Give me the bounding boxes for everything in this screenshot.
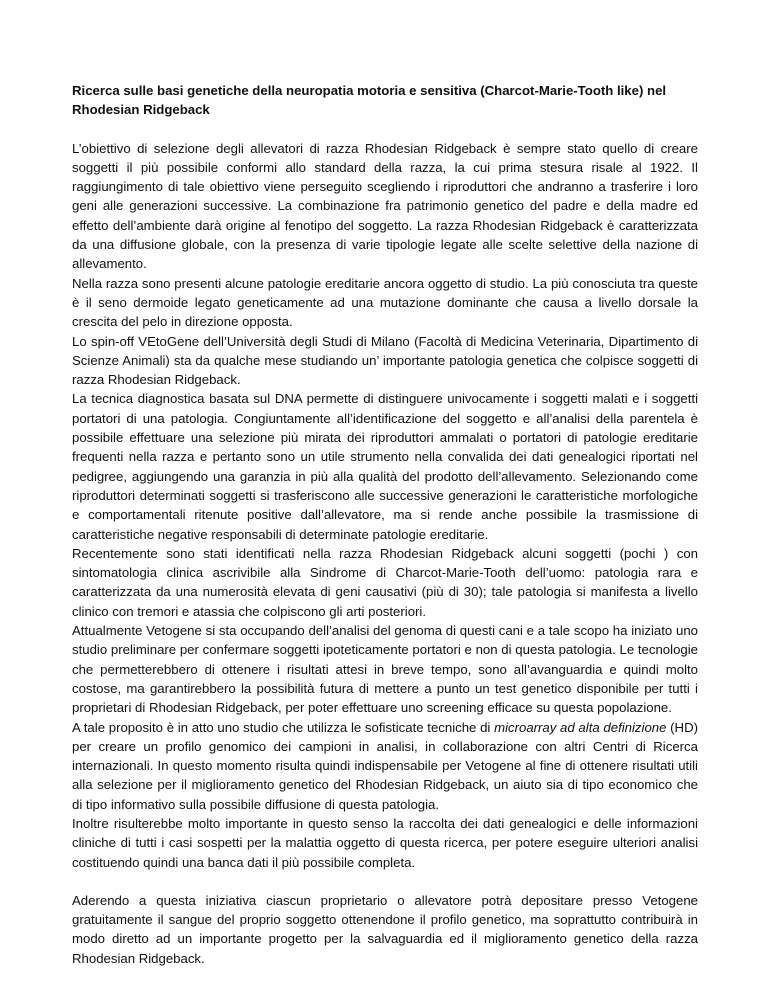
paragraph-cmt-syndrome: Recentemente sono stati identificati nella razza Rhodesian Ridgeback alcuni soggetti (pochi ) con sintomatologia clinica ascrivibile alla Sindrome di Charcot-Marie-Tooth dell’uomo: patologia rara e caratterizzata da una numerosità elevata di geni causativi (più di 30); tale patologia si manifesta a livello clinico con tremori e atassia che colpiscono gli arti posteriori. (72, 545, 698, 619)
document-title: Ricerca sulle basi genetiche della neuropatia motoria e sensitiva (Charcot-Marie-Tooth like) nel Rhodesian Ridgeback (72, 83, 667, 118)
paragraph-vetogene-spinoff: Lo spin-off VEtoGene dell’Università degli Studi di Milano (Facoltà di Medicina Veterinaria, Dipartimento di Scienze Animali) sta da qualche mese studiando un’ importante patologia genetica che colpisce soggetti di razza Rhodesian Ridgeback. (72, 333, 698, 388)
paragraph-hereditary-diseases: Nella razza sono presenti alcune patologie ereditarie ancora oggetto di studio. La più conosciuta tra queste è il seno dermoide legato geneticamente ad una mutazione dominante che causa a livello dorsale la crescita del pelo in direzione opposta. (72, 275, 698, 330)
paragraph-genome-analysis: Attualmente Vetogene si sta occupando dell’analisi del genoma di questi cani e a tale scopo ha iniziato uno studio preliminare per confermare soggetti ipoteticamente portatori e non di questa patologia. Le tecnologie che permetterebbero di ottenere i risultati attesi in breve tempo, sono all’avanguardia e quindi molto costose, ma garantirebbero la possibilità futura di mettere a punto un test genetico disponibile per tutti i proprietari di Rhodesian Ridgeback, per poter effettuare uno screening efficace su questa popolazione. (72, 623, 698, 716)
paragraph-breeding-goals: L’obiettivo di selezione degli allevatori di razza Rhodesian Ridgeback è sempre stato quello di creare soggetti il più possibile conformi allo standard della razza, la cui prima stesura risale al 1922. Il raggiungimento di tale obiettivo viene perseguito scegliendo i riproduttori che andranno a trasferire i loro geni alle generazioni successive. La combinazione fra patrimonio genetico del padre e della madre ed effetto dell’ambiente darà origine al fenotipo del soggetto. La razza Rhodesian Ridgeback è caratterizzata da una diffusione globale, con la presenza di varie tipologie legate alle scelte selettive della nazione di allevamento. (72, 140, 698, 272)
paragraph-closing-call: Aderendo a questa iniziativa ciascun proprietario o allevatore potrà depositare presso Vetogene gratuitamente il sangue del proprio soggetto ottenendone il profilo genetico, ma soprattutto contribuirà in modo diretto ad un importante progetto per la salvaguardia ed il miglioramento genetico della razza Rhodesian Ridgeback. (72, 892, 698, 966)
document-body (72, 81, 698, 968)
paragraph-microarray-study (72, 718, 698, 814)
microarray-text-before: A tale proposito è in atto uno studio che utilizza le sofisticate tecniche di (72, 719, 495, 735)
microarray-text-after: (HD) per creare un profilo genomico dei campioni in analisi, in collaborazione con altri Centri di Ricerca internazionali. In questo momento risulta quindi indispensabile per Vetogene al fine di ottenere risultati utili alla selezione per il miglioramento genetico del Rhodesian Ridgeback, un aiuto sia di tipo economico che di tipo informativo sulla possibile diffusione di questa patologia. (72, 719, 698, 812)
microarray-italic-term: microarray ad alta definizione (494, 719, 667, 735)
paragraph-data-collection: Inoltre risulterebbe molto importante in questo senso la raccolta dei dati genealogici e delle informazioni cliniche di tutti i casi sospetti per la malattia oggetto di questa ricerca, per potere eseguire ulteriori analisi costituendo quindi una banca dati il più possibile completa. (72, 815, 698, 870)
paragraph-dna-diagnostics: La tecnica diagnostica basata sul DNA permette di distinguere univocamente i soggetti malati e i soggetti portatori di una patologia. Congiuntamente all’identificazione del soggetto e all’analisi della parentela è possibile effettuare una selezione più mirata dei riproduttori ammalati o portatori di patologie ereditarie frequenti nella razza e pertanto sono un utile strumento nella convalida dei dati genealogici riportati nel pedigree, aggiungendo una garanzia in più alla qualità del prodotto dell’allevamento. Selezionando come riproduttori determinati soggetti si trasferiscono alle successive generazioni le caratteristiche morfologiche e comportamentali ritenute positive dall’allevatore, ma si rende anche possibile la trasmissione di caratteristiche negative responsabili di determinate patologie ereditarie. (72, 391, 698, 542)
